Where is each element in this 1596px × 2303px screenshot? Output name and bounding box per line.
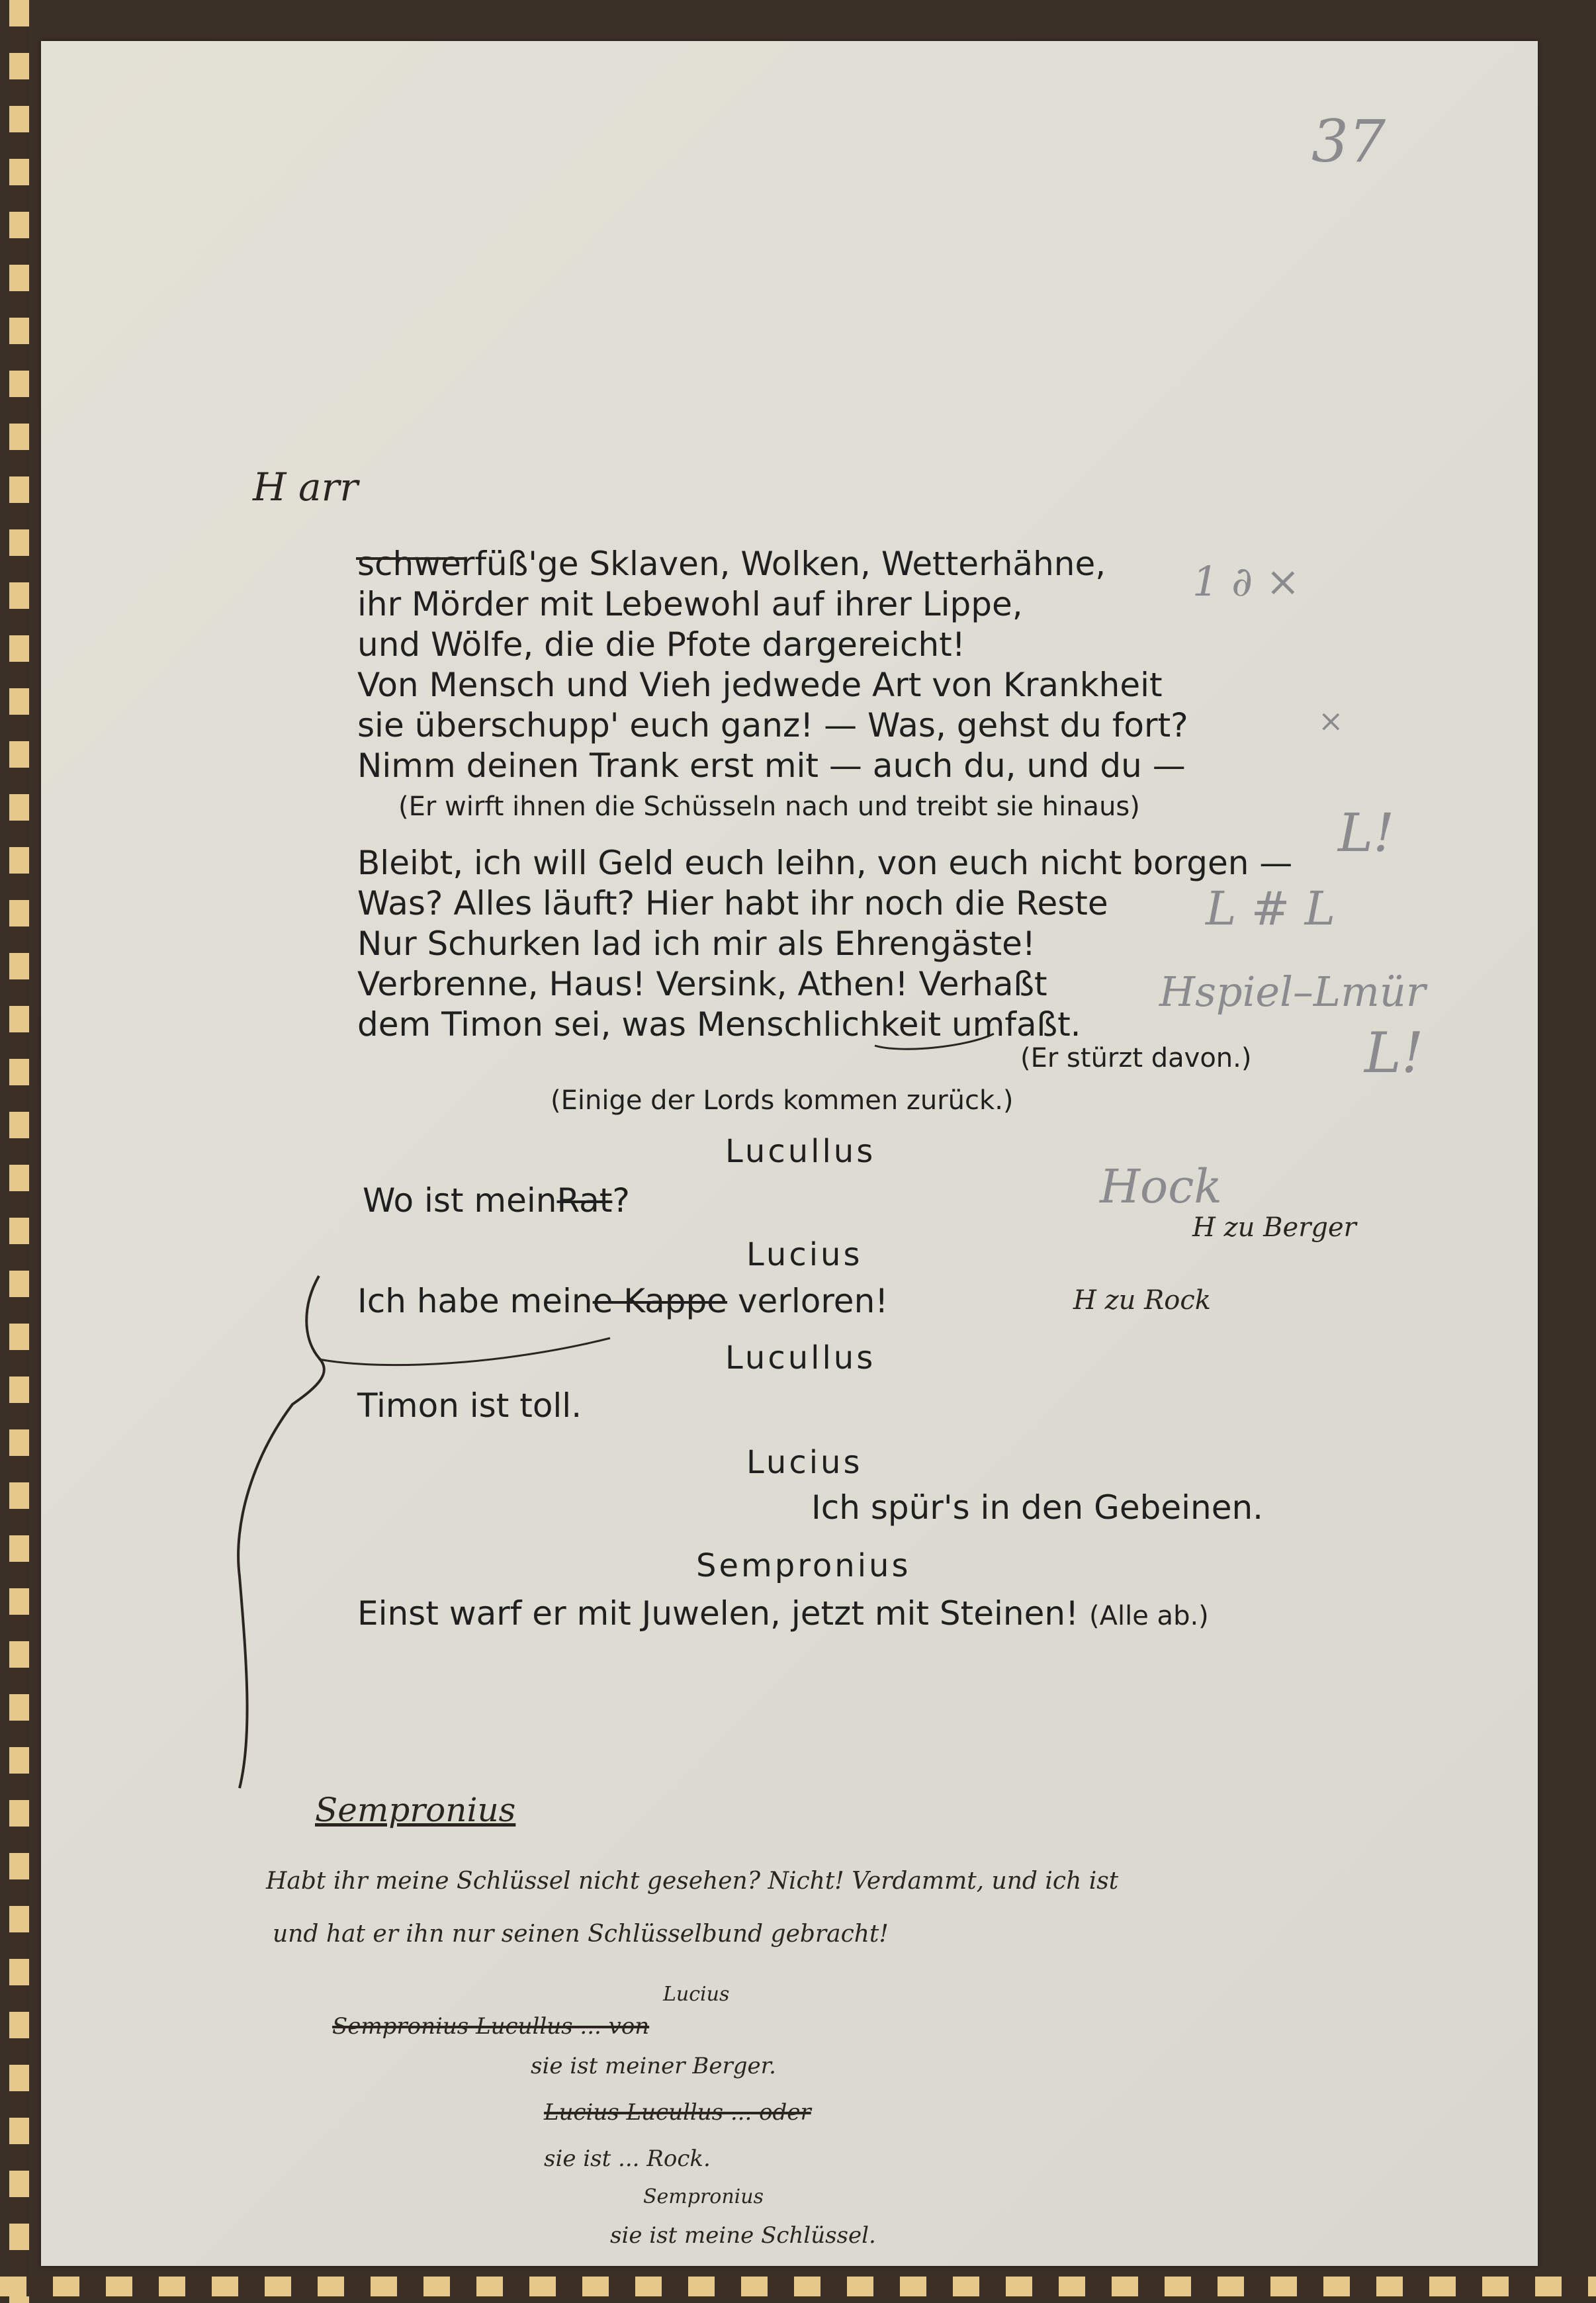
dialogue-line: Timon ist toll. [357,1386,582,1425]
speaker-name: Lucius [746,1444,863,1481]
ink-strokes [41,41,1538,2266]
handwritten-line: Lucius [663,1983,730,2006]
stage-direction: (Einige der Lords kommen zurück.) [551,1085,1014,1116]
margin-note: L! [1364,1020,1424,1085]
dialogue-text: Einst warf er mit Juwelen, jetzt mit Steinen! [357,1594,1079,1633]
dialogue-text: Ich habe mein [357,1282,593,1320]
verse-line: ihr Mörder mit Lebewohl auf ihrer Lippe, [357,585,1023,623]
color-ruler-left [9,0,29,2303]
annotation-top-left: H arr [253,465,359,510]
verse-line: schwerfüß'ge Sklaven, Wolken, Wetterhähne, [357,545,1106,583]
margin-note: H zu Berger [1192,1212,1356,1243]
dialogue-text: Wo ist mein [363,1181,557,1220]
handwritten-line: sie ist ... Rock. [544,2145,711,2172]
stage-direction: (Alle ab.) [1089,1601,1209,1631]
dialogue-line: Ich spür's in den Gebeinen. [811,1488,1264,1527]
verse-line: Was? Alles läuft? Hier habt ihr noch die Reste [357,884,1108,923]
ink-line [319,1338,610,1365]
verse-line: dem Timon sei, was Menschlichkeit umfaßt. [357,1005,1081,1044]
margin-note: Hspiel–Lmür [1159,968,1426,1016]
handwritten-heading: Sempronius [315,1791,516,1829]
speaker-name: Lucullus [725,1339,876,1377]
verse-line: sie überschupp' euch ganz! — Was, gehst du fort? [357,706,1188,745]
verse-line: Verbrenne, Haus! Versink, Athen! Verhaßt [357,965,1047,1003]
margin-note: × [1318,703,1344,739]
verse-line: und Wölfe, die die Pfote dargereicht! [357,625,965,664]
ink-line [875,1034,994,1049]
speaker-name: Lucius [746,1236,863,1273]
handwritten-line: und hat er ihn nur seinen Schlüsselbund gebracht! [273,1920,889,1948]
struck-text: e Kappe [592,1282,728,1320]
margin-note: L # L [1206,881,1336,936]
handwritten-line: sie ist meiner Berger. [531,2053,776,2079]
handwritten-line: sie ist meine Schlüssel. [610,2222,876,2249]
margin-note: H zu Rock [1073,1285,1211,1316]
folio-number: 37 [1311,107,1386,175]
bracket-curve [238,1276,324,1788]
manuscript-page [41,41,1538,2266]
margin-note: L! [1338,802,1395,864]
dialogue-text: ? [612,1181,630,1220]
margin-note: 1 ∂ × [1192,557,1300,606]
stage-direction: (Er wirft ihnen die Schüsseln nach und treibt sie hinaus) [398,791,1140,822]
speaker-name: Lucullus [725,1133,876,1170]
handwritten-line: Lucius Lucullus ... oder [544,2099,811,2126]
verse-line: Nimm deinen Trank erst mit — auch du, und du — [357,746,1186,785]
color-ruler-bottom [0,2277,1596,2296]
verse-line: Nur Schurken lad ich mir als Ehrengäste! [357,925,1036,963]
speaker-name: Sempronius [696,1547,911,1584]
stage-direction: (Er stürzt davon.) [1020,1043,1252,1073]
dialogue-text: verloren! [737,1282,889,1320]
verse-line: Von Mensch und Vieh jedwede Art von Krankheit [357,666,1163,704]
handwritten-line: Habt ihr meine Schlüssel nicht gesehen? Nicht! Verdammt, und ich ist [266,1868,1119,1895]
handwritten-line: Sempronius [643,2185,764,2208]
margin-note: Hock [1100,1159,1222,1214]
struck-text: Rat [556,1181,613,1220]
handwritten-line: Sempronius Lucullus ... von [332,2013,650,2040]
verse-line: Bleibt, ich will Geld euch leihn, von euch nicht borgen — [357,844,1293,882]
